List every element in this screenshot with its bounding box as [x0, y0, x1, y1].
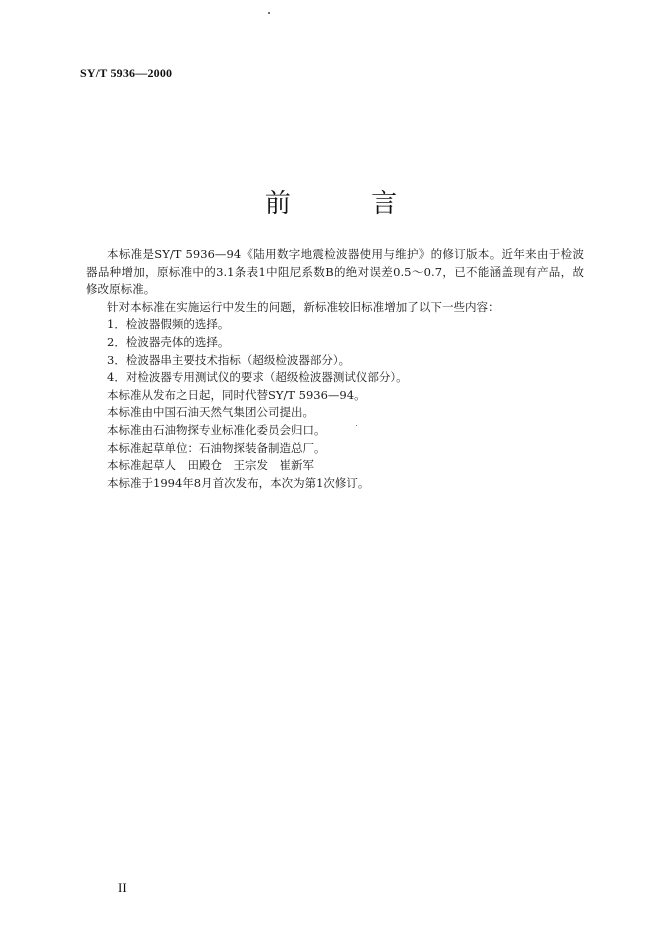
list-item: 3．检波器串主要技术指标（超级检波器部分）。 — [107, 352, 351, 367]
foreword-paragraph-additions: 针对本标准在实施运行中发生的问题，新标准较旧标准增加了以下一些内容： — [107, 299, 500, 314]
list-item: 4．对检波器专用测试仪的要求（超级检波器测试仪部分）。 — [107, 370, 408, 385]
replacement-statement: 本标准从发布之日起，同时代替SY/T 5936—94。 — [107, 387, 366, 402]
list-item: 2．检波器壳体的选择。 — [107, 334, 230, 349]
scan-speck-top — [268, 12, 270, 14]
list-item: 1．检波器假频的选择。 — [107, 317, 230, 332]
drafting-unit-statement: 本标准起草单位：石油物探装备制造总厂。 — [107, 440, 326, 455]
release-history-statement: 本标准于1994年8月首次发布，本次为第1次修订。 — [107, 475, 370, 490]
standard-code-header: SY/T 5936—2000 — [80, 66, 173, 80]
page-title: 前 言 — [264, 189, 434, 219]
administrator-statement: 本标准由石油物探专业标准化委员会归口。 — [107, 422, 326, 437]
foreword-paragraph-revision: 本标准是SY/T 5936—94《陆用数字地震检波器使用与维护》的修订版本。近年来由于检波器品种增加，原标准中的3.1条表1中阻尼系数B的绝对误差0.5～0.7，已不能涵盖现有产品，故修改原标准。 — [86, 247, 584, 297]
drafters-statement: 本标准起草人 田殿仓 王宗发 崔新军 — [107, 458, 314, 473]
foreword-body — [86, 246, 584, 492]
proposer-statement: 本标准由中国石油天然气集团公司提出。 — [107, 405, 314, 420]
page-number: II — [118, 880, 127, 895]
